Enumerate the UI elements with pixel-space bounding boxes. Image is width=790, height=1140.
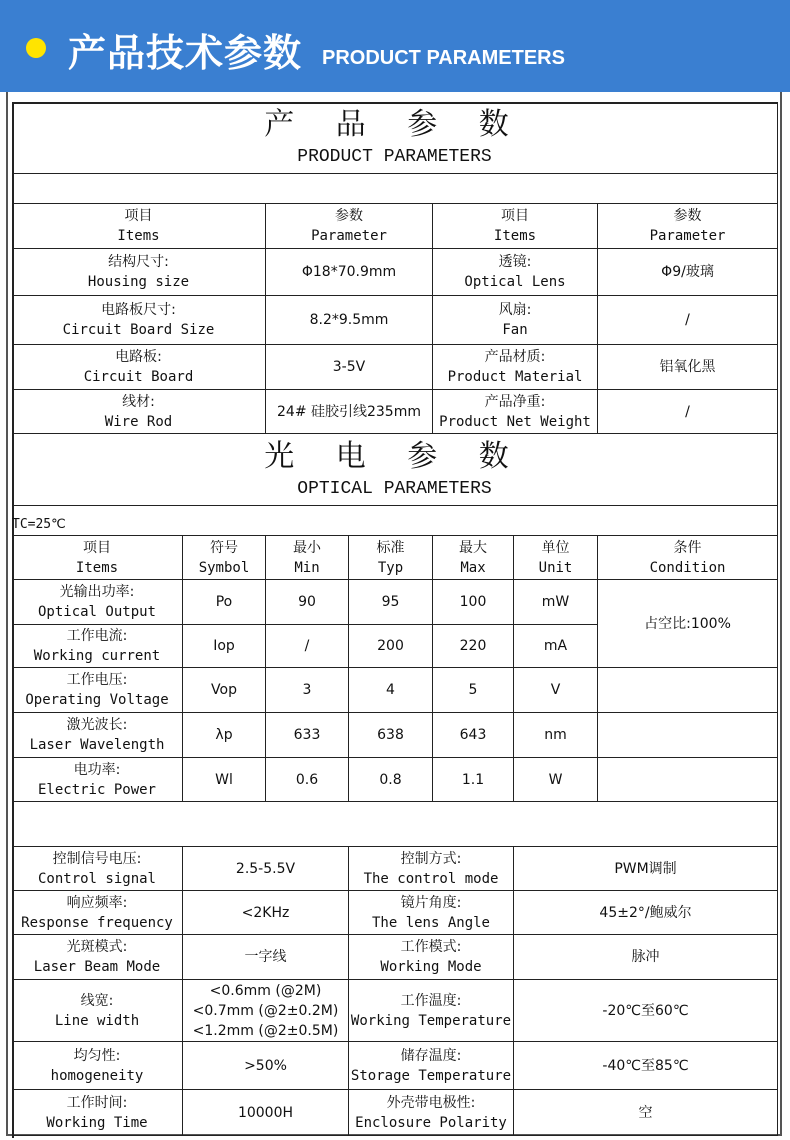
optical-condition-4 [598,713,778,758]
product-header-3-text-1: 项目 [501,208,529,224]
product-parameters-title-text-1: 产 品 参 数 [264,106,525,142]
optical-condition-merged-text-1: 占空比:100% [644,615,731,632]
optical-min-5 [266,758,349,802]
header-banner [0,0,790,92]
optical-item-3-text-2: Operating Voltage [25,692,169,708]
product-item-2-text-2: Circuit Board Size [62,322,215,338]
control-item-4-text-1: 线宽: [80,992,114,1009]
optical-max-1-text-1: 100 [459,594,487,610]
control-item-right-4-text-1: 工作温度: [400,992,462,1009]
control-item-4-text-2: Line width [54,1012,140,1029]
control-item-6-text-2: Working Time [46,1114,148,1131]
product-value-3 [266,345,433,390]
product-item-right-2 [433,296,598,345]
product-value-4 [266,390,433,434]
product-value-right-2 [598,296,778,345]
product-item-2-text-1: 电路板尺寸: [101,302,176,318]
optical-item-2 [12,625,183,668]
optical-condition-merged [598,580,778,668]
optical-typ-1-text-1: 95 [381,594,400,610]
control-item-right-1-text-1: 控制方式: [400,850,462,867]
optical-parameters-title [12,434,778,506]
optical-item-3-text-1: 工作电压: [66,672,128,688]
product-value-right-1 [598,249,778,296]
optical-header-6-text-2: Unit [538,559,573,576]
product-item-right-3 [433,345,598,390]
control-item-2-text-1: 响应频率: [66,894,128,911]
control-value-4 [183,980,349,1042]
control-item-right-1-text-2: The control mode [363,870,499,887]
product-value-right-2-text-1: / [685,312,690,328]
optical-max-2 [433,625,514,668]
optical-symbol-3 [183,668,266,713]
control-item-right-1 [349,847,514,891]
product-value-right-1-text-1: Φ9/玻璃 [661,264,714,280]
product-item-4 [12,390,266,434]
control-item-4 [12,980,183,1042]
optical-min-5-text-1: 0.6 [295,771,319,788]
product-value-right-3-text-1: 铝氧化黑 [659,359,716,375]
control-value-right-6-text-1: 空 [638,1104,653,1121]
control-value-4-text-1: <0.6mm (@2M) [209,982,322,999]
control-item-right-5-text-2: Storage Temperature [350,1067,512,1084]
product-value-right-4-text-1: / [685,403,690,420]
product-item-4-text-1: 线材: [122,393,155,410]
product-header-2-text-2: Parameter [311,228,387,244]
control-value-right-5-text-1: -40℃至85℃ [602,1057,689,1074]
optical-header-3-text-1: 最小 [293,539,321,556]
optical-max-5 [433,758,514,802]
product-value-3-text-1: 3-5V [332,359,366,375]
optical-unit-4 [514,713,598,758]
control-item-5-text-2: homogeneity [50,1067,144,1084]
control-item-3-text-2: Laser Beam Mode [33,959,161,975]
control-item-right-4 [349,980,514,1042]
optical-item-5 [12,758,183,802]
optical-header-5 [433,536,514,580]
product-item-right-1-text-1: 透镜: [498,254,532,270]
optical-typ-1 [349,580,433,625]
optical-unit-3 [514,668,598,713]
product-parameters-title-text-2: PRODUCT PARAMETERS [297,146,492,167]
control-item-right-3-text-2: Working Mode [380,959,482,975]
optical-unit-1-text-1: mW [541,594,570,610]
control-value-right-1-text-1: PWM调制 [614,860,677,877]
optical-unit-5 [514,758,598,802]
control-value-2 [183,891,349,935]
optical-item-1-text-2: Optical Output [37,604,156,620]
product-item-2 [12,296,266,345]
optical-symbol-5-text-1: Wl [215,771,233,788]
product-value-4-text-1: 24# 硅胶引线235mm [277,403,421,420]
product-item-right-4 [433,390,598,434]
optical-min-4 [266,713,349,758]
product-item-right-1 [433,249,598,296]
optical-unit-2 [514,625,598,668]
control-item-right-4-text-2: Working Temperature [350,1012,512,1029]
optical-min-4-text-1: 633 [293,727,321,743]
optical-symbol-2-text-1: Iop [213,638,235,654]
product-item-1-text-1: 结构尺寸: [108,254,169,270]
control-item-5-text-1: 均匀性: [73,1047,121,1064]
product-item-right-1-text-2: Optical Lens [464,274,566,290]
product-header-2 [266,204,433,249]
optical-max-4 [433,713,514,758]
optical-max-2-text-1: 220 [459,638,487,654]
product-header-1-text-2: Items [117,228,160,244]
control-value-3-text-1: 一字线 [244,949,287,965]
control-value-right-2-text-1: 45±2°/鲍威尔 [599,904,692,921]
control-item-2 [12,891,183,935]
control-item-right-3-text-1: 工作模式: [400,939,462,955]
banner-title-en: PRODUCT PARAMETERS [322,47,565,69]
parameter-table [12,102,778,1138]
optical-min-1-text-1: 90 [298,594,316,610]
optical-symbol-3-text-1: Vop [211,682,237,698]
optical-header-4 [349,536,433,580]
optical-typ-4 [349,713,433,758]
optical-max-3 [433,668,514,713]
control-value-right-4 [514,980,778,1042]
control-item-5 [12,1042,183,1090]
control-value-6 [183,1090,349,1136]
control-value-right-3 [514,935,778,980]
optical-unit-5-text-1: W [548,771,563,788]
spacer-row-2 [12,802,778,847]
optical-header-7-text-2: Condition [649,559,726,576]
optical-typ-4-text-1: 638 [377,727,404,743]
optical-item-1 [12,580,183,625]
control-value-4-text-3: <1.2mm (@2±0.5M) [192,1022,339,1039]
optical-item-4-text-2: Laser Wavelength [29,737,165,753]
optical-item-4 [12,713,183,758]
product-header-2-text-1: 参数 [335,208,363,224]
optical-min-1 [266,580,349,625]
optical-item-4-text-1: 激光波长: [66,717,128,733]
control-item-right-6 [349,1090,514,1136]
product-item-right-3-text-1: 产品材质: [484,349,546,365]
optical-max-1 [433,580,514,625]
optical-header-4-text-1: 标准 [376,539,405,556]
optical-condition-3 [598,668,778,713]
optical-symbol-1-text-1: Po [215,594,233,610]
product-item-right-2-text-2: Fan [502,322,528,338]
product-value-1-text-1: Φ18*70.9mm [301,264,397,280]
optical-min-3 [266,668,349,713]
tc-row [12,506,778,536]
optical-parameters-title-text-1: 光 电 参 数 [264,438,525,474]
optical-header-2 [183,536,266,580]
optical-unit-2-text-1: mA [543,638,568,654]
control-value-1 [183,847,349,891]
control-value-right-1 [514,847,778,891]
product-value-1 [266,249,433,296]
optical-header-5-text-2: Max [460,559,486,576]
optical-header-2-text-1: 符号 [210,539,238,556]
product-item-right-4-text-2: Product Net Weight [439,413,591,430]
product-parameters-title [12,102,778,174]
optical-header-3-text-2: Min [294,559,320,576]
control-item-6 [12,1090,183,1136]
bullet-dot-icon [26,38,46,58]
product-header-3-text-2: Items [493,228,537,244]
optical-header-2-text-2: Symbol [198,559,250,576]
optical-max-3-text-1: 5 [468,682,478,698]
optical-min-2 [266,625,349,668]
optical-item-3 [12,668,183,713]
optical-symbol-4-text-1: λp [215,727,233,743]
optical-unit-3-text-1: V [550,682,561,698]
optical-typ-3-text-1: 4 [386,682,395,698]
control-item-right-2-text-1: 镜片角度: [400,894,462,911]
product-item-3 [12,345,266,390]
control-value-right-6 [514,1090,778,1136]
optical-max-5-text-1: 1.1 [461,771,485,788]
control-item-1-text-2: Control signal [37,870,156,887]
optical-header-7-text-1: 条件 [673,539,702,556]
control-item-6-text-1: 工作时间: [66,1094,128,1111]
optical-max-4-text-1: 643 [459,727,487,743]
control-item-3 [12,935,183,980]
optical-header-4-text-2: Typ [377,559,404,576]
optical-header-1-text-2: Items [75,559,119,576]
product-item-right-4-text-1: 产品净重: [484,393,546,410]
control-item-3-text-1: 光斑模式: [66,939,128,955]
optical-unit-1 [514,580,598,625]
product-value-2 [266,296,433,345]
optical-header-1-text-1: 项目 [83,539,111,556]
optical-condition-5 [598,758,778,802]
optical-typ-5-text-1: 0.8 [379,771,402,788]
control-value-5 [183,1042,349,1090]
control-value-4-text-2: <0.7mm (@2±0.2M) [192,1002,339,1019]
product-item-4-text-2: Wire Rod [104,413,173,430]
product-value-right-3 [598,345,778,390]
optical-typ-2 [349,625,433,668]
optical-symbol-5 [183,758,266,802]
optical-symbol-4 [183,713,266,758]
optical-item-2-text-1: 工作电流: [66,628,128,644]
optical-unit-4-text-1: nm [544,727,567,743]
optical-header-7 [598,536,778,580]
optical-item-5-text-2: Electric Power [37,781,156,798]
control-value-right-4-text-1: -20℃至60℃ [602,1002,689,1019]
control-item-right-2 [349,891,514,935]
control-item-right-5-text-1: 储存温度: [400,1047,462,1064]
product-header-3 [433,204,598,249]
control-value-3 [183,935,349,980]
optical-typ-5 [349,758,433,802]
product-header-4-text-1: 参数 [673,208,702,224]
control-item-right-3 [349,935,514,980]
control-value-right-5 [514,1042,778,1090]
optical-header-1 [12,536,183,580]
optical-min-2-text-1: / [304,638,310,654]
control-item-2-text-2: Response frequency [21,914,173,931]
spacer-row-1 [12,174,778,204]
optical-min-3-text-1: 3 [302,682,312,698]
product-item-3-text-2: Circuit Board [83,369,194,385]
optical-header-3 [266,536,349,580]
control-value-2-text-1: <2KHz [241,904,290,921]
control-value-1-text-1: 2.5-5.5V [235,860,296,877]
product-item-3-text-1: 电路板: [115,349,162,365]
banner-title-zh: 产品技术参数 [68,31,303,75]
product-header-4 [598,204,778,249]
control-value-right-2 [514,891,778,935]
control-item-1 [12,847,183,891]
optical-typ-2-text-1: 200 [377,638,404,654]
optical-item-2-text-2: Working current [33,648,161,664]
control-value-right-3-text-1: 脉冲 [631,949,660,965]
product-item-1-text-2: Housing size [87,274,190,290]
control-item-right-2-text-2: The lens Angle [371,914,490,931]
optical-item-5-text-1: 电功率: [73,761,121,778]
tc-row-text-1: TC=25℃ [12,517,66,532]
optical-typ-3 [349,668,433,713]
optical-header-6-text-1: 单位 [541,539,570,556]
product-item-1 [12,249,266,296]
product-header-1 [12,204,266,249]
product-item-right-2-text-1: 风扇: [498,302,532,318]
control-value-6-text-1: 10000H [237,1104,294,1121]
control-item-1-text-1: 控制信号电压: [52,850,142,867]
product-value-right-4 [598,390,778,434]
product-value-2-text-1: 8.2*9.5mm [309,312,389,328]
optical-symbol-1 [183,580,266,625]
optical-parameters-title-text-2: OPTICAL PARAMETERS [297,478,492,499]
product-header-4-text-2: Parameter [649,228,726,244]
control-item-right-6-text-2: Enclosure Polarity [355,1114,507,1131]
product-header-1-text-1: 项目 [124,208,153,224]
optical-item-1-text-1: 光输出功率: [59,584,135,600]
control-item-right-5 [349,1042,514,1090]
product-item-right-3-text-2: Product Material [447,369,583,385]
optical-symbol-2 [183,625,266,668]
control-item-right-6-text-1: 外壳带电极性: [386,1094,476,1111]
control-value-5-text-1: >50% [244,1057,287,1074]
optical-header-6 [514,536,598,580]
optical-header-5-text-1: 最大 [459,539,487,556]
